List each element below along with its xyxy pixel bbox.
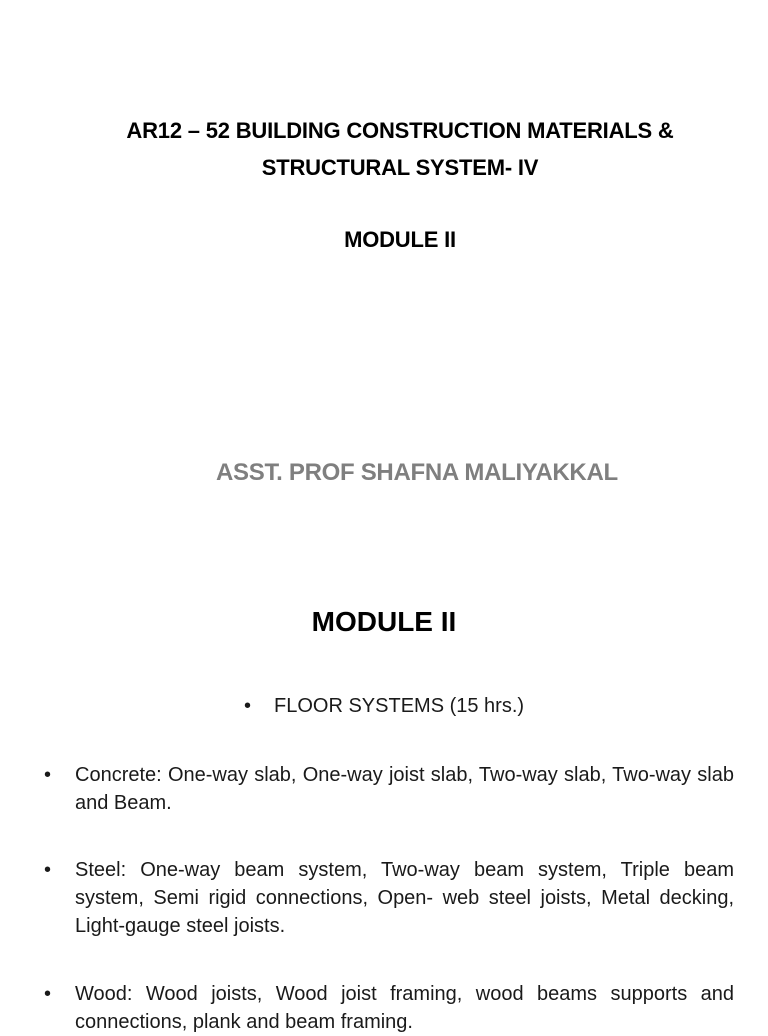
bullet-icon: • <box>44 859 52 881</box>
list-item-text: Wood: Wood joists, Wood joist framing, wood beams supports and connections, plank and beam framing. <box>75 983 734 1033</box>
list-item-wood <box>44 980 734 1036</box>
list-item-floor-systems <box>244 692 664 720</box>
module-subtitle: MODULE II <box>344 227 456 252</box>
module-slide <box>0 576 768 1033</box>
bullet-icon: • <box>44 764 52 786</box>
bullet-icon: • <box>44 983 52 1005</box>
list-item-text: Steel: One-way beam system, Two-way beam system, Triple beam system, Semi rigid connections, Open- web steel joists, Metal decking, Light-gauge steel joists. <box>75 859 734 937</box>
course-title-line-1: AR12 – 52 BUILDING CONSTRUCTION MATERIALS & <box>126 118 674 143</box>
bullet-icon: • <box>244 695 252 717</box>
module-heading: MODULE II <box>311 606 457 637</box>
list-item-text: FLOOR SYSTEMS (15 hrs.) <box>274 695 525 717</box>
course-title-line-2: STRUCTURAL SYSTEM- IV <box>261 155 539 180</box>
list-item-steel <box>44 856 734 940</box>
list-item-text: Concrete: One-way slab, One-way joist slab, Two-way slab, Two-way slab and Beam. <box>75 764 734 814</box>
author-name: ASST. PROF SHAFNA MALIYAKKAL <box>216 459 618 486</box>
list-item-concrete <box>44 761 734 817</box>
